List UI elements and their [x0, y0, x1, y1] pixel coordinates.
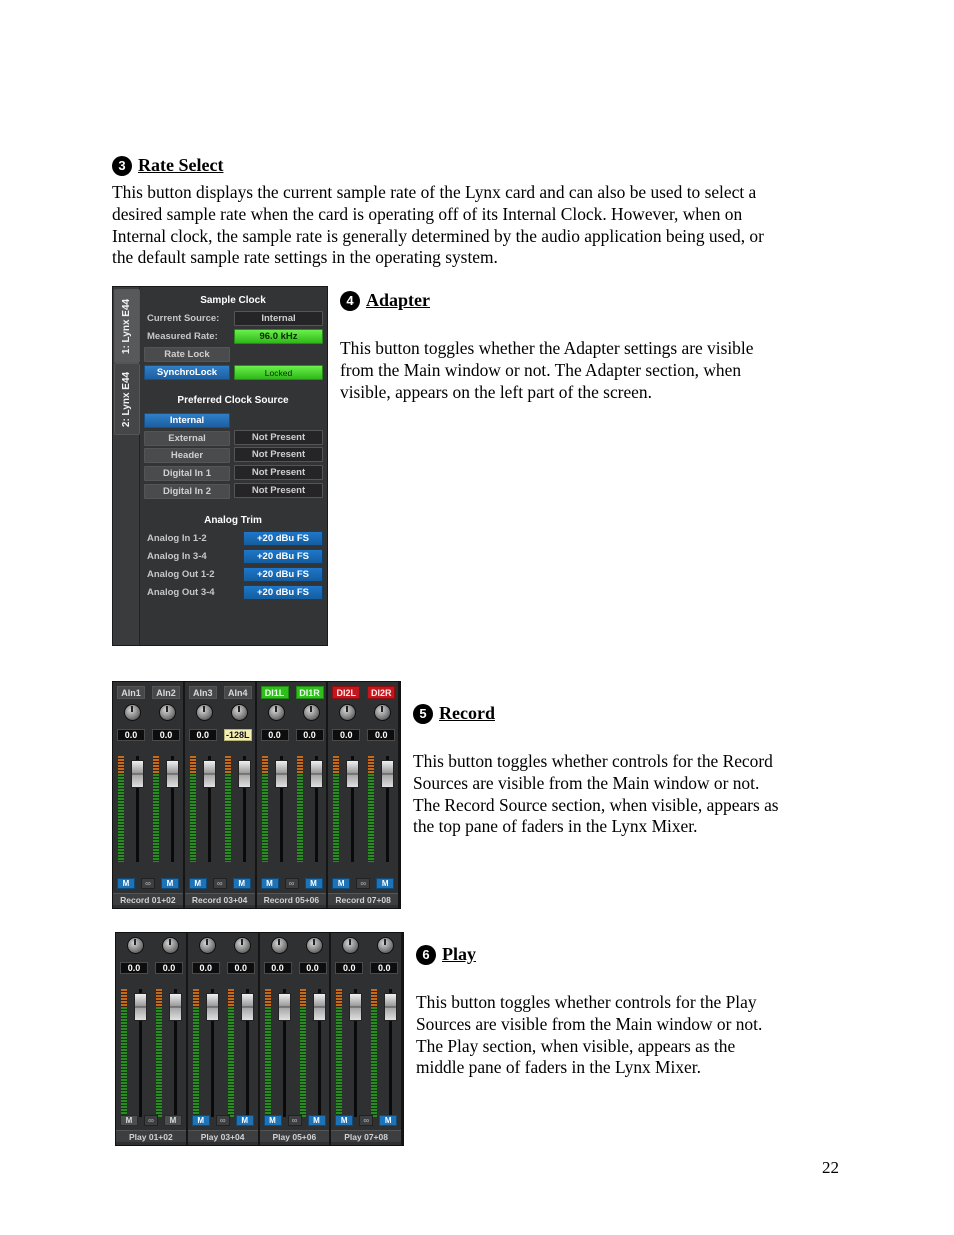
pan-knob[interactable] [303, 704, 320, 721]
level-meter [333, 756, 339, 862]
level-meter [336, 989, 342, 1117]
volume-readout: 0.0 [152, 729, 180, 741]
stereo-link-button[interactable]: ∞ [288, 1115, 302, 1126]
pan-knob[interactable] [306, 937, 323, 954]
level-meter [368, 756, 374, 862]
channel-name-label: DI1L [261, 686, 289, 699]
volume-fader-handle[interactable] [313, 993, 326, 1021]
strip-name-label: Record 03+04 [185, 893, 255, 905]
volume-fader-handle[interactable] [166, 760, 179, 788]
play-line: The Play section, when visible, appears as the [416, 1035, 736, 1056]
volume-readout: 0.0 [332, 729, 360, 741]
mixer-strip [331, 933, 403, 1145]
pan-knob[interactable] [268, 704, 285, 721]
rate-select-line: Internal clock, the sample rate is generally determined by the audio application being used, or [112, 225, 764, 246]
strip-name-label: Record 01+02 [113, 893, 183, 905]
level-meter [193, 989, 199, 1117]
level-meter [228, 989, 234, 1117]
pan-knob[interactable] [377, 937, 394, 954]
volume-readout: 0.0 [120, 962, 148, 974]
channel-name-label: DI2L [332, 686, 360, 699]
record-line: The Record Source section, when visible, appears as [413, 794, 779, 815]
analog-trim-selector[interactable]: +20 dBu FS [243, 585, 323, 600]
clock-source-internal-button[interactable]: Internal [144, 413, 230, 428]
volume-fader-handle[interactable] [134, 993, 147, 1021]
rate-select-line: the default sample rate settings in the operating system. [112, 247, 498, 268]
volume-readout: 0.0 [367, 729, 395, 741]
volume-readout: 0.0 [335, 962, 363, 974]
volume-fader-handle[interactable] [346, 760, 359, 788]
volume-fader-handle[interactable] [278, 993, 291, 1021]
channel-name-label: AIn3 [189, 686, 217, 699]
strip-name-label: Play 07+08 [331, 1130, 401, 1142]
adapter-panel [112, 286, 328, 646]
channel-name-label: AIn1 [117, 686, 145, 699]
play-line: Sources are visible from the Main window or not. [416, 1013, 763, 1034]
volume-readout: -128L [224, 729, 252, 741]
pan-knob[interactable] [231, 704, 248, 721]
record-heading [413, 703, 495, 724]
section-number-badge: 5 [413, 704, 433, 724]
current-source-value: Internal [234, 311, 323, 326]
analog-trim-label: Analog Out 3-4 [147, 587, 215, 598]
section-number-badge: 6 [416, 945, 436, 965]
pan-knob[interactable] [339, 704, 356, 721]
adapter-heading [340, 290, 430, 311]
level-meter [262, 756, 268, 862]
volume-fader-handle[interactable] [238, 760, 251, 788]
mute-button[interactable]: M [335, 1115, 353, 1126]
mute-button[interactable]: M [120, 1115, 138, 1126]
record-body [413, 751, 833, 838]
volume-readout: 0.0 [192, 962, 220, 974]
synchrolock-status: Locked [234, 365, 323, 380]
pan-knob[interactable] [271, 937, 288, 954]
adapter-line: visible, appears on the left part of the screen. [340, 381, 652, 402]
analog-trim-title: Analog Trim [204, 515, 262, 526]
clock-source-external-button[interactable]: External [144, 431, 230, 446]
volume-fader-handle[interactable] [169, 993, 182, 1021]
mute-button[interactable]: M [164, 1115, 182, 1126]
strip-name-label: Play 03+04 [188, 1130, 258, 1142]
mixer-strip [328, 682, 400, 908]
strip-name-label: Record 07+08 [328, 893, 398, 905]
clock-source-status: Not Present [234, 483, 323, 498]
volume-readout: 0.0 [155, 962, 183, 974]
strip-name-label: Play 05+06 [260, 1130, 330, 1142]
volume-readout: 0.0 [117, 729, 145, 741]
channel-name-label: AIn4 [224, 686, 252, 699]
rate-lock-button[interactable]: Rate Lock [144, 347, 230, 362]
volume-fader-handle[interactable] [310, 760, 323, 788]
channel-name-label: AIn2 [152, 686, 180, 699]
mixer-strip [257, 682, 329, 908]
play-mixer-panel [115, 932, 404, 1146]
analog-trim-label: Analog Out 1-2 [147, 569, 215, 580]
analog-trim-selector[interactable]: +20 dBu FS [243, 531, 323, 546]
mute-button[interactable]: M [233, 878, 251, 889]
level-meter [300, 989, 306, 1117]
volume-readout: 0.0 [264, 962, 292, 974]
volume-readout: 0.0 [370, 962, 398, 974]
preferred-clock-title: Preferred Clock Source [177, 395, 289, 406]
mute-button[interactable]: M [308, 1115, 326, 1126]
analog-trim-label: Analog In 3-4 [147, 551, 207, 562]
pan-knob[interactable] [162, 937, 179, 954]
level-meter [225, 756, 231, 862]
strip-name-label: Record 05+06 [257, 893, 327, 905]
volume-fader-handle[interactable] [349, 993, 362, 1021]
stereo-link-button[interactable]: ∞ [216, 1115, 230, 1126]
volume-readout: 0.0 [261, 729, 289, 741]
clock-source-header-button[interactable]: Header [144, 448, 230, 463]
stereo-link-button[interactable]: ∞ [213, 878, 227, 889]
page-number: 22 [822, 1158, 839, 1177]
stereo-link-button[interactable]: ∞ [144, 1115, 158, 1126]
sample-clock-title: Sample Clock [200, 295, 266, 306]
pan-knob[interactable] [124, 704, 141, 721]
record-mixer-panel [112, 681, 401, 909]
volume-fader-handle[interactable] [206, 993, 219, 1021]
volume-fader-handle[interactable] [203, 760, 216, 788]
mute-button[interactable]: M [264, 1115, 282, 1126]
record-line: This button toggles whether controls for the Record [413, 751, 773, 771]
volume-fader-handle[interactable] [381, 760, 394, 788]
channel-name-label: DI2R [367, 686, 395, 699]
volume-fader-handle[interactable] [241, 993, 254, 1021]
adapter-title: Adapter [366, 290, 430, 310]
mute-button[interactable]: M [192, 1115, 210, 1126]
mute-button[interactable]: M [376, 878, 394, 889]
record-title: Record [439, 703, 495, 723]
adapter-tab-bar [113, 287, 140, 645]
adapter-line: This button toggles whether the Adapter settings are visible [340, 338, 754, 358]
current-source-label: Current Source: [147, 313, 220, 324]
volume-readout: 0.0 [227, 962, 255, 974]
pan-knob[interactable] [342, 937, 359, 954]
rate-select-heading [112, 155, 223, 176]
adapter-body [340, 338, 820, 403]
analog-trim-label: Analog In 1-2 [147, 533, 207, 544]
pan-knob[interactable] [199, 937, 216, 954]
volume-readout: 0.0 [296, 729, 324, 741]
level-meter [265, 989, 271, 1117]
clock-source-digital-in-1-button[interactable]: Digital In 1 [144, 466, 230, 481]
play-heading [416, 944, 476, 965]
pan-knob[interactable] [159, 704, 176, 721]
volume-fader-handle[interactable] [131, 760, 144, 788]
clock-source-digital-in-2-button[interactable]: Digital In 2 [144, 484, 230, 499]
mute-button[interactable]: M [332, 878, 350, 889]
level-meter [156, 989, 162, 1117]
play-line: This button toggles whether controls for the Play [416, 992, 757, 1012]
clock-source-status: Not Present [234, 430, 323, 445]
volume-fader-handle[interactable] [384, 993, 397, 1021]
level-meter [297, 756, 303, 862]
mute-button[interactable]: M [305, 878, 323, 889]
level-meter [118, 756, 124, 862]
record-line: the top pane of faders in the Lynx Mixer. [413, 816, 698, 837]
pan-knob[interactable] [234, 937, 251, 954]
clock-source-status: Not Present [234, 465, 323, 480]
mixer-strip [260, 933, 332, 1145]
adapter-tab-2[interactable] [114, 363, 140, 435]
analog-trim-selector[interactable]: +20 dBu FS [243, 549, 323, 564]
stereo-link-button[interactable]: ∞ [141, 878, 155, 889]
adapter-tab-2-label: 2: Lynx E44 [121, 371, 133, 427]
synchrolock-button[interactable]: SynchroLock [144, 365, 230, 380]
play-title: Play [442, 944, 476, 964]
measured-rate-value: 96.0 kHz [234, 329, 323, 344]
strip-name-label: Play 01+02 [116, 1130, 186, 1142]
stereo-link-button[interactable]: ∞ [285, 878, 299, 889]
stereo-link-button[interactable]: ∞ [359, 1115, 373, 1126]
adapter-tab-1-label: 1: Lynx E44 [121, 298, 133, 354]
volume-fader-handle[interactable] [275, 760, 288, 788]
play-line: middle pane of faders in the Lynx Mixer. [416, 1057, 701, 1078]
mixer-strip [185, 682, 257, 908]
adapter-line: from the Main window or not. The Adapter section, when [340, 359, 742, 380]
pan-knob[interactable] [374, 704, 391, 721]
mute-button[interactable]: M [161, 878, 179, 889]
analog-trim-selector[interactable]: +20 dBu FS [243, 567, 323, 582]
mute-button[interactable]: M [236, 1115, 254, 1126]
adapter-tab-1[interactable] [114, 289, 140, 363]
section-number-badge: 3 [112, 156, 132, 176]
rate-select-line: This button displays the current sample rate of the Lynx card and can also be used to select a [112, 182, 757, 202]
level-meter [371, 989, 377, 1117]
section-number-badge: 4 [340, 291, 360, 311]
stereo-link-button[interactable]: ∞ [356, 878, 370, 889]
level-meter [121, 989, 127, 1117]
pan-knob[interactable] [127, 937, 144, 954]
mixer-strip [188, 933, 260, 1145]
pan-knob[interactable] [196, 704, 213, 721]
volume-readout: 0.0 [299, 962, 327, 974]
mute-button[interactable]: M [379, 1115, 397, 1126]
rate-select-line: desired sample rate when the card is operating off of its Internal Clock. However, when on [112, 203, 743, 224]
play-body [416, 992, 836, 1079]
clock-source-status: Not Present [234, 447, 323, 462]
volume-readout: 0.0 [189, 729, 217, 741]
measured-rate-label: Measured Rate: [147, 331, 218, 342]
rate-select-body [112, 182, 832, 269]
record-line: Sources are visible from the Main window or not. [413, 772, 760, 793]
channel-name-label: DI1R [296, 686, 324, 699]
mixer-strip [116, 933, 188, 1145]
level-meter [153, 756, 159, 862]
level-meter [190, 756, 196, 862]
rate-select-title: Rate Select [138, 155, 224, 175]
mute-button[interactable]: M [261, 878, 279, 889]
mixer-strip [113, 682, 185, 908]
mute-button[interactable]: M [189, 878, 207, 889]
mute-button[interactable]: M [117, 878, 135, 889]
